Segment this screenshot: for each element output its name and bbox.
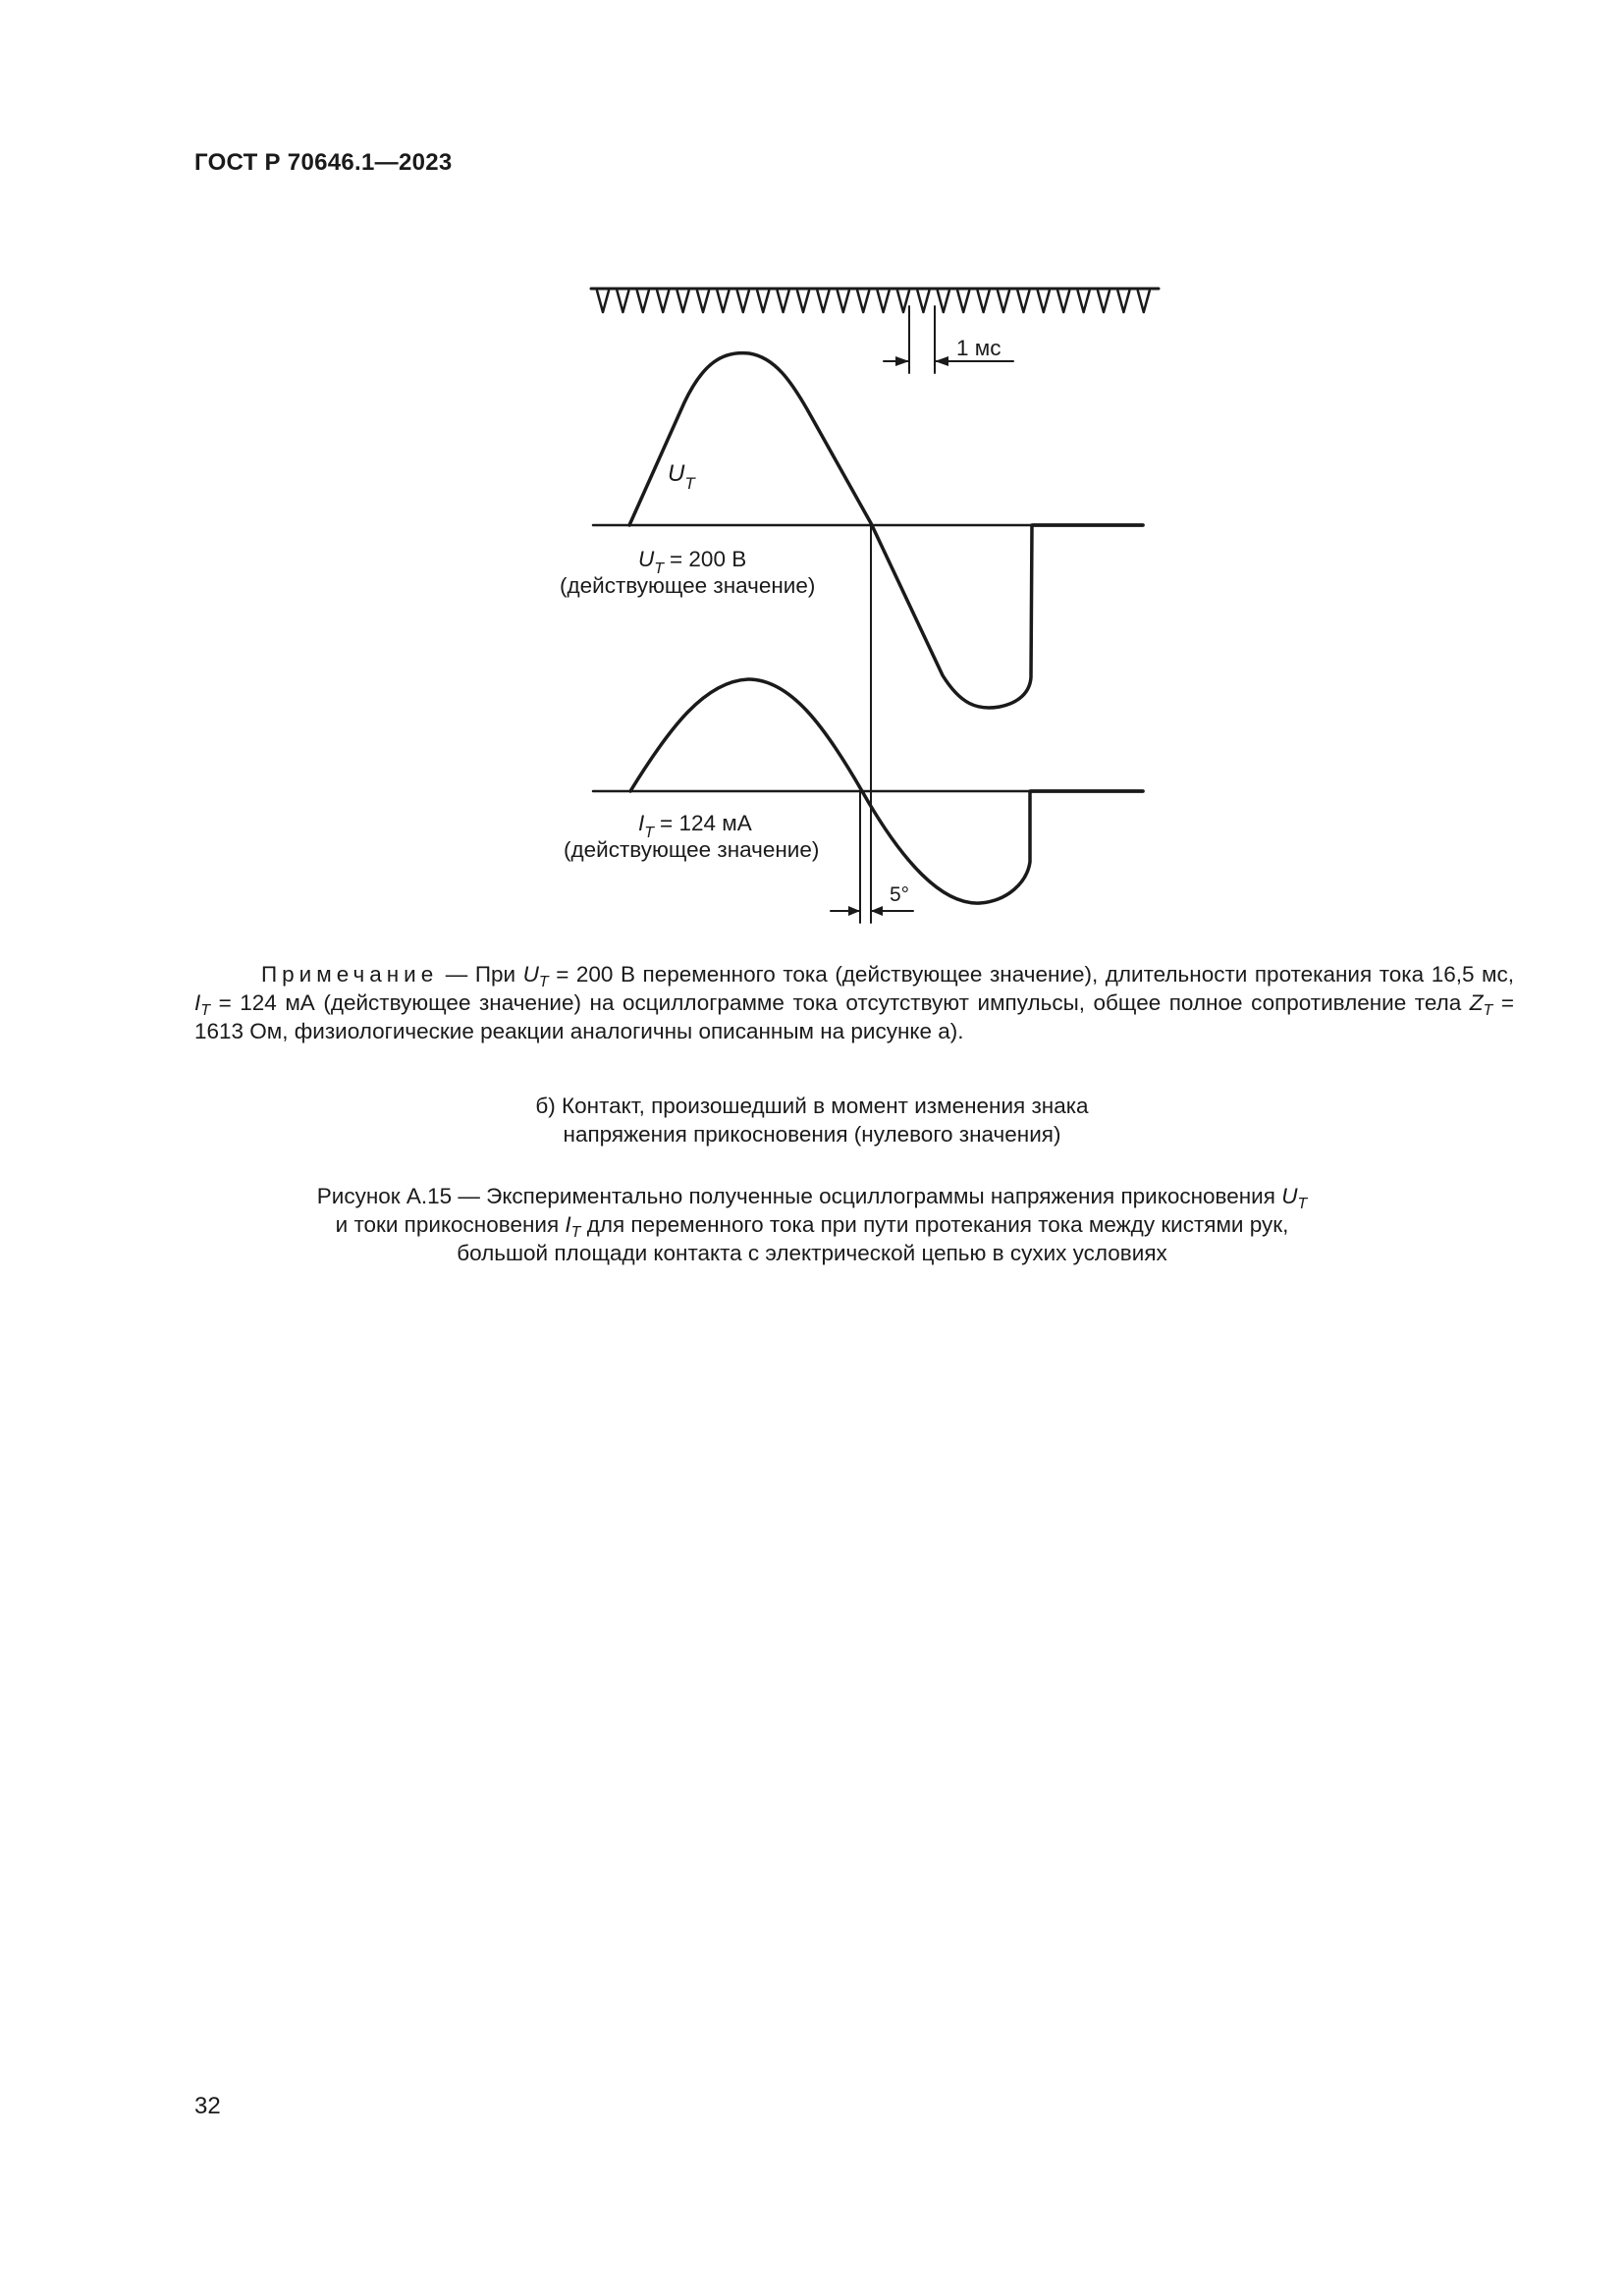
scale-arrow-right — [935, 356, 948, 366]
oscillogram-figure — [0, 0, 1624, 942]
time-marker-ticks — [597, 291, 1150, 312]
time-scale-label: 1 мс — [956, 336, 1001, 360]
figure-caption: Рисунок А.15 — Экспериментально полученные осциллограммы напряжения прикосновения $U_T$ и токи прикосновения $I_T$ для переменного тока при пути протекания тока между кистями рук, большой площади контакта с электрической цепью в сухих условиях — [316, 1184, 1308, 1265]
note-label: Примечание — [261, 962, 439, 987]
figure-note: Примечание — При $U_T = 200$ В переменного тока (действующее значение), длительности протекания тока 16,5 мс, $I_T = 124$ мА (действующее значение) на осциллограмме тока отсутствуют импульсы, общее полное сопротивление тела $Z_T = 1613$ Ом, физиологические реакции аналогичны описанным на рисунке а). — [194, 962, 1514, 1043]
scale-arrow-left — [895, 356, 909, 366]
current-value-label: $I_T = 124$ мА — [638, 811, 752, 841]
voltage-rms-note: (действующее значение) — [560, 573, 816, 598]
voltage-curve-label: $U_T$ — [668, 460, 695, 493]
document-id: ГОСТ Р 70646.1—2023 — [194, 149, 453, 176]
voltage-value-label: $U_T = 200$ В — [638, 547, 747, 577]
phase-arrow-right — [871, 906, 883, 916]
current-rms-note: (действующее значение) — [564, 837, 820, 862]
phase-arrow-left — [848, 906, 860, 916]
page-number: 32 — [194, 2093, 221, 2119]
phase-shift-label: 5° — [890, 883, 910, 906]
subfigure-caption: б) Контакт, произошедший в момент изменения знака напряжения прикосновения (нулевого значения) — [535, 1094, 1089, 1147]
voltage-waveform — [629, 353, 1143, 708]
